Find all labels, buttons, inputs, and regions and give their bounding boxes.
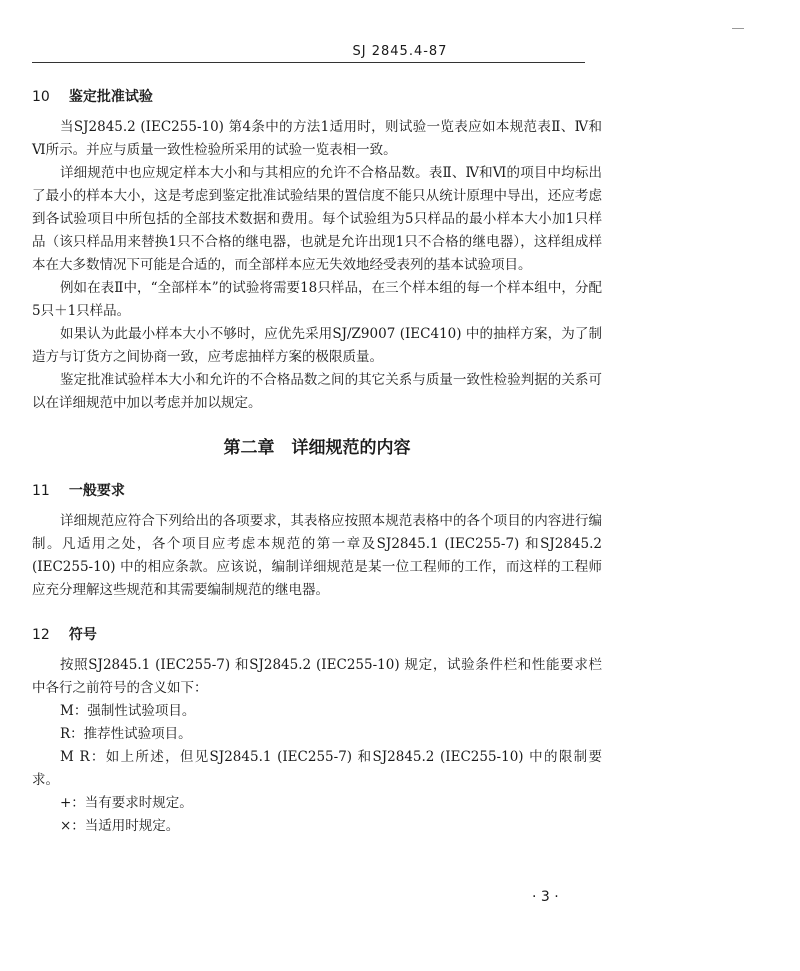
section-12-intro: 按照SJ2845.1 (IEC255-7) 和SJ2845.2 (IEC255-10) 规定，试验条件栏和性能要求栏中各行之前符号的含义如下： <box>32 657 602 696</box>
page-number: · 3 · <box>532 889 559 905</box>
section-10-heading <box>32 86 602 106</box>
symbol-item: +：当有要求时规定。 <box>60 795 193 811</box>
section-11-number: 11 <box>32 483 50 499</box>
section-12-heading <box>32 624 602 644</box>
section-10-number: 10 <box>32 89 50 105</box>
section-12-title: 符号 <box>68 627 97 643</box>
section-10-paragraph: 详细规范中也应规定样本大小和与其相应的允许不合格品数。表Ⅱ、Ⅳ和Ⅵ的项目中均标出了最小的样本大小，这是考虑到鉴定批准试验结果的置信度不能只从统计原理中导出，还应考虑到各试验项目中所包括的全部技术数据和费用。每个试验组为5只样品的最小样本大小加1只样品（该只样品用来替换1只不合格的继电器，也就是允许出现1只不合格的继电器），这样组成样本在大多数情况下可能是合适的，而全部样本应无失效地经受表列的基本试验项目。 <box>32 165 602 273</box>
section-10-title: 鉴定批准试验 <box>68 89 153 105</box>
symbol-item: ×：当适用时规定。 <box>60 818 180 834</box>
header-rule <box>32 62 585 63</box>
page-body <box>32 80 602 838</box>
section-12-number: 12 <box>32 627 50 643</box>
symbol-item: R：推荐性试验项目。 <box>60 726 192 742</box>
section-11-title: 一般要求 <box>68 483 125 499</box>
section-10-paragraph: 鉴定批准试验样本大小和允许的不合格品数之间的其它关系与质量一致性检验判据的关系可以在详细规范中加以考虑并加以规定。 <box>32 372 602 411</box>
section-11-paragraph: 详细规范应符合下列给出的各项要求，其表格应按照本规范表格中的各个项目的内容进行编制。凡适用之处，各个项目应考虑本规范的第一章及SJ2845.1 (IEC255-7) 和SJ2845.2 (IEC255-10) 中的相应条款。应该说，编制详细规范是某一位工程师的工作，而这样的工程师应充分理解这些规范和其需要编制规范的继电器。 <box>32 513 602 598</box>
section-11-heading <box>32 480 602 500</box>
document-number-header: SJ 2845.4-87 <box>352 44 448 59</box>
corner-mark <box>732 28 744 29</box>
section-10-paragraph: 如果认为此最小样本大小不够时，应优先采用SJ/Z9007 (IEC410) 中的抽样方案，为了制造方与订货方之间协商一致，应考虑抽样方案的极限质量。 <box>32 326 602 365</box>
symbol-item: M：强制性试验项目。 <box>60 703 196 719</box>
chapter-title: 第二章 详细规范的内容 <box>223 438 411 458</box>
section-10-paragraph: 当SJ2845.2 (IEC255-10) 第4条中的方法1适用时，则试验一览表应如本规范表Ⅱ、Ⅳ和Ⅵ所示。并应与质量一致性检验所采用的试验一览表相一致。 <box>32 119 602 158</box>
section-10-paragraph: 例如在表Ⅱ中，“全部样本”的试验将需要18只样品，在三个样本组的每一个样本组中，分配5只＋1只样品。 <box>32 280 602 319</box>
symbol-item: M R：如上所述，但见SJ2845.1 (IEC255-7) 和SJ2845.2 (IEC255-10) 中的限制要求。 <box>32 749 602 788</box>
